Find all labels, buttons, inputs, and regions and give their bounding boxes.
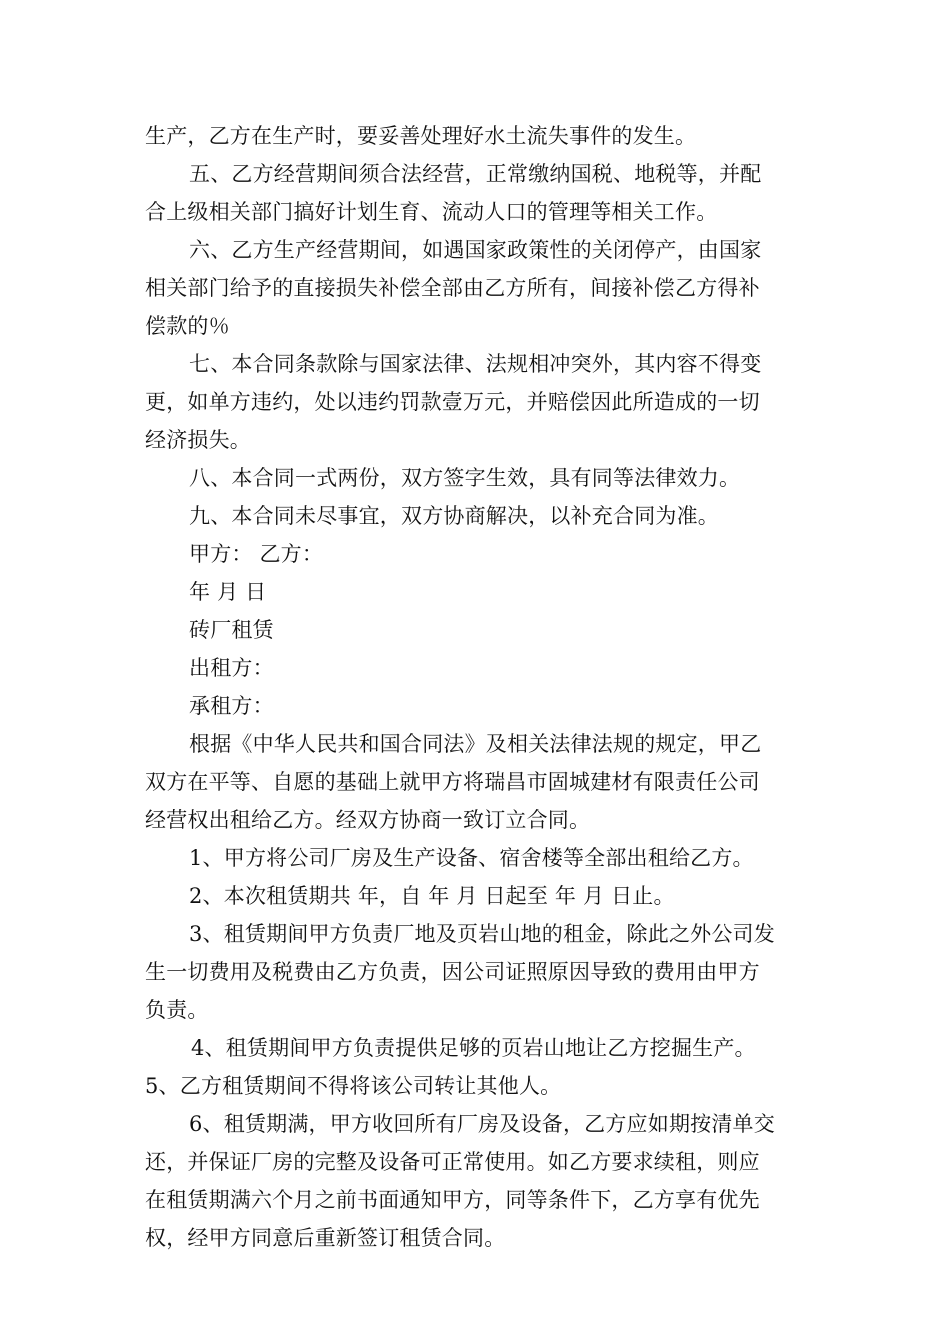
lessor-line: 出租方： <box>189 656 274 680</box>
signature-parties-line: 甲方： 乙方： <box>189 542 324 566</box>
document-page <box>145 117 809 1257</box>
text-line: 经济损失。 <box>145 428 251 452</box>
text-line: 合上级相关部门搞好计划生育、流动人口的管理等相关工作。 <box>145 200 718 224</box>
item-6-line: 6、租赁期满，甲方收回所有厂房及设备，乙方应如期按清单交 <box>189 1112 775 1136</box>
text-line: 相关部门给予的直接损失补偿全部由乙方所有，间接补偿乙方得补 <box>145 276 760 300</box>
clause-6-line: 六、乙方生产经营期间，如遇国家政策性的关闭停产，由国家 <box>189 238 762 262</box>
text-line: 偿款的％ <box>145 314 230 338</box>
clause-9-line: 九、本合同未尽事宜，双方协商解决，以补充合同为准。 <box>189 504 719 528</box>
text-line: 在租赁期满六个月之前书面通知甲方，同等条件下，乙方享有优先 <box>145 1188 760 1212</box>
text-line: 经营权出租给乙方。经双方协商一致订立合同。 <box>145 808 591 832</box>
item-5-line: 5、乙方租赁期间不得将该公司转让其他人。 <box>145 1074 562 1098</box>
text-line: 权，经甲方同意后重新签订租赁合同。 <box>145 1226 506 1250</box>
date-line: 年 月 日 <box>189 580 267 604</box>
item-3-line: 3、租赁期间甲方负责厂地及页岩山地的租金，除此之外公司发 <box>189 922 775 946</box>
text-line: 双方在平等、自愿的基础上就甲方将瑞昌市固城建材有限责任公司 <box>145 770 760 794</box>
item-2-line: 2、本次租赁期共 年，自 年 月 日起至 年 月 日止。 <box>189 884 675 908</box>
text-line: 生一切费用及税费由乙方负责，因公司证照原因导致的费用由甲方 <box>145 960 760 984</box>
clause-8-line: 八、本合同一式两份，双方签字生效，具有同等法律效力。 <box>189 466 741 490</box>
text-line: 还，并保证厂房的完整及设备可正常使用。如乙方要求续租，则应 <box>145 1150 760 1174</box>
clause-7-line: 七、本合同条款除与国家法律、法规相冲突外，其内容不得变 <box>189 352 762 376</box>
item-4-line: 4、租赁期间甲方负责提供足够的页岩山地让乙方挖掘生产。 <box>191 1036 756 1060</box>
clause-5-line: 五、乙方经营期间须合法经营，正常缴纳国税、地税等，并配 <box>189 162 762 186</box>
preamble-line: 根据《中华人民共和国合同法》及相关法律法规的规定，甲乙 <box>189 732 762 756</box>
item-1-line: 1、甲方将公司厂房及生产设备、宿舍楼等全部出租给乙方。 <box>189 846 754 870</box>
text-line: 生产，乙方在生产时，要妥善处理好水土流失事件的发生。 <box>145 124 697 148</box>
section-title: 砖厂租赁 <box>189 618 274 642</box>
lessee-line: 承租方： <box>189 694 274 718</box>
text-line: 更，如单方违约，处以违约罚款壹万元，并赔偿因此所造成的一切 <box>145 390 760 414</box>
text-line: 负责。 <box>145 998 209 1022</box>
